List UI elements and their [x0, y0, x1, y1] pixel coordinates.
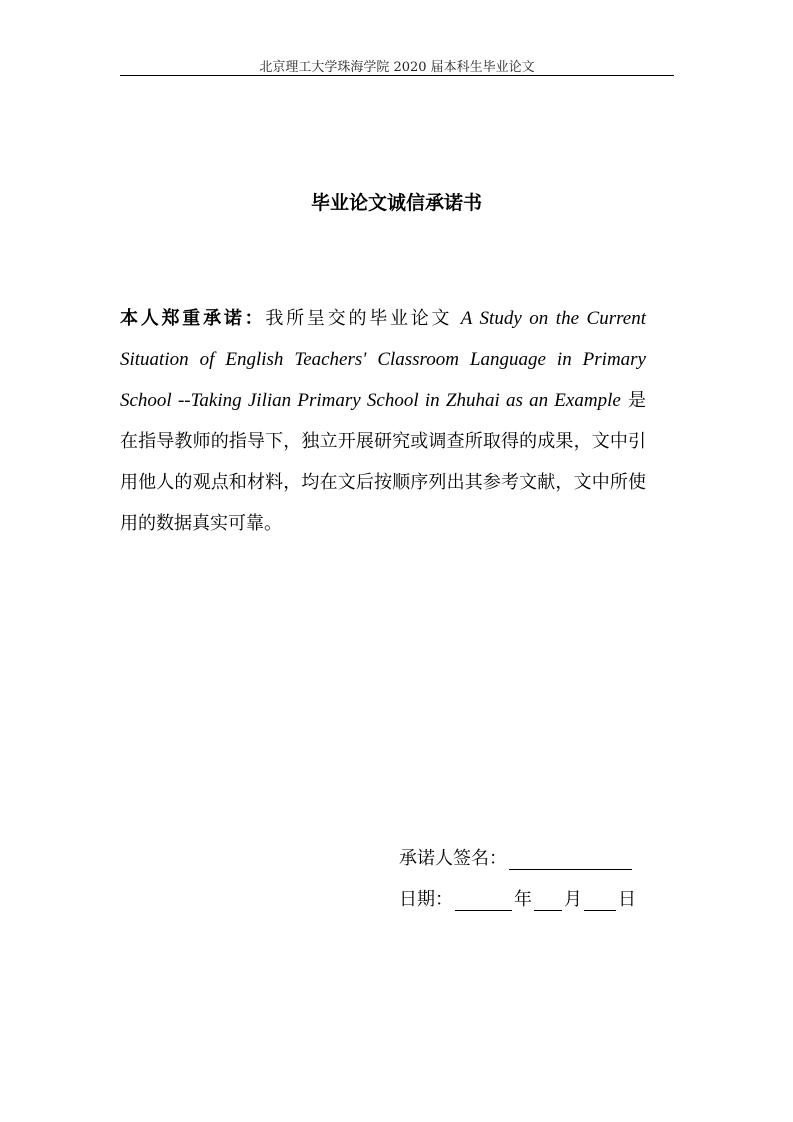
thesis-title: A Study on the Current Situation of English Teachers' Classroom Language in Primary School --Taking Jilian Primary School in Zhuhai as an Example [120, 308, 647, 411]
commitment-statement [120, 298, 646, 544]
running-header: 北京理工大学珠海学院 2020 届本科生毕业论文 [259, 60, 535, 75]
year-blank[interactable] [455, 890, 512, 911]
page-title: 毕业论文诚信承诺书 [310, 192, 482, 214]
statement-lead: 本人郑重承诺： [120, 308, 266, 329]
header-rule [120, 75, 674, 76]
month-label: 月 [564, 889, 582, 910]
signature-line[interactable] [509, 849, 632, 870]
month-blank[interactable] [534, 890, 562, 911]
statement-rest: 是在指导教师的指导下，独立开展研究或调查所取得的成果，文中引用他人的观点和材料，均在文后按顺序列出其参考文献，文中所使用的数据真实可靠。 [120, 390, 646, 534]
year-label: 年 [514, 889, 532, 910]
statement-intro: 我所呈交的毕业论文 [265, 308, 453, 329]
day-label: 日 [618, 889, 636, 910]
day-blank[interactable] [584, 890, 616, 911]
date-row [399, 885, 636, 911]
signer-label: 承诺人签名： [399, 848, 507, 869]
signer-row [399, 844, 634, 870]
date-label: 日期： [399, 889, 453, 910]
